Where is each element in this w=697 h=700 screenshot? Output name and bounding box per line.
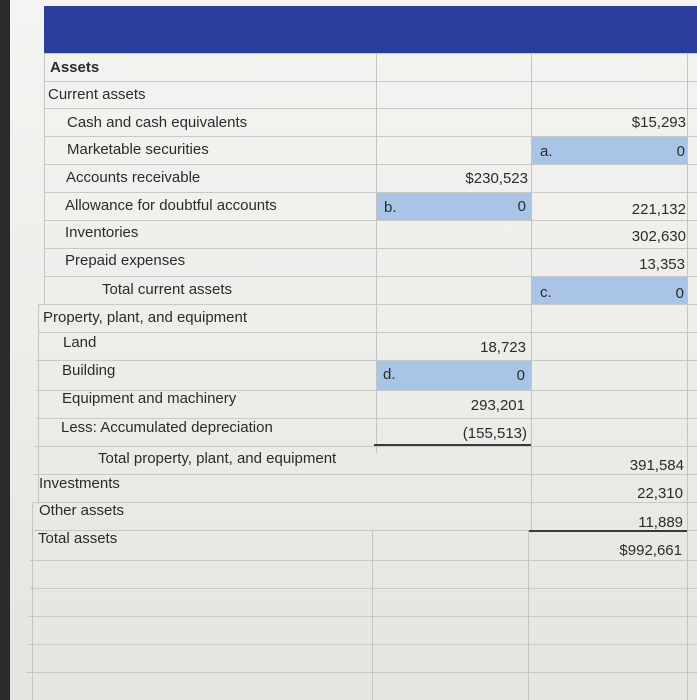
investments-value[interactable]: 22,310 <box>637 485 683 502</box>
equipment-label: Equipment and machinery <box>62 390 237 407</box>
cash-label: Cash and cash equivalents <box>67 114 248 131</box>
building-label: Building <box>62 362 116 379</box>
other-assets-label: Other assets <box>39 502 125 519</box>
total-current-value[interactable]: 0 <box>675 285 684 302</box>
marketable-label: Marketable securities <box>67 141 209 158</box>
building-value[interactable]: 0 <box>516 367 525 384</box>
total-ppe-value[interactable]: 391,584 <box>629 457 684 474</box>
letter-c: c. <box>540 284 552 301</box>
prepaid-label: Prepaid expenses <box>65 252 186 269</box>
prepaid-value[interactable]: 13,353 <box>639 256 685 273</box>
depreciation-label: Less: Accumulated depreciation <box>61 419 273 436</box>
allowance-value[interactable]: 0 <box>517 198 526 215</box>
assets-title: Assets <box>50 59 100 76</box>
current-assets-label: Current assets <box>48 86 146 103</box>
total-assets-value[interactable]: $992,661 <box>619 542 682 559</box>
letter-b: b. <box>384 199 397 216</box>
inventories-value[interactable]: 302,630 <box>631 228 686 245</box>
cash-value[interactable]: $15,293 <box>631 114 686 131</box>
equipment-value[interactable]: 293,201 <box>470 397 525 414</box>
allowance-net-value[interactable]: 221,132 <box>631 201 686 218</box>
total-current-label: Total current assets <box>102 281 233 298</box>
receivable-label: Accounts receivable <box>66 169 201 186</box>
depreciation-value[interactable]: (155,513) <box>462 425 527 442</box>
ppe-header-label: Property, plant, and equipment <box>43 309 248 326</box>
investments-label: Investments <box>39 475 120 492</box>
other-assets-value[interactable]: 11,889 <box>638 514 683 531</box>
land-label: Land <box>63 334 97 351</box>
subtotal-line-ppe <box>374 444 531 446</box>
marketable-value[interactable]: 0 <box>676 143 685 160</box>
total-ppe-label: Total property, plant, and equipment <box>98 450 337 467</box>
allowance-label: Allowance for doubtful accounts <box>65 197 277 214</box>
receivable-value[interactable]: $230,523 <box>465 170 528 187</box>
inventories-label: Inventories <box>65 224 139 241</box>
spreadsheet <box>10 0 697 700</box>
letter-a: a. <box>540 143 553 160</box>
header-bar <box>44 6 697 53</box>
total-assets-label: Total assets <box>38 530 118 547</box>
letter-d: d. <box>383 366 396 383</box>
land-value[interactable]: 18,723 <box>480 339 526 356</box>
